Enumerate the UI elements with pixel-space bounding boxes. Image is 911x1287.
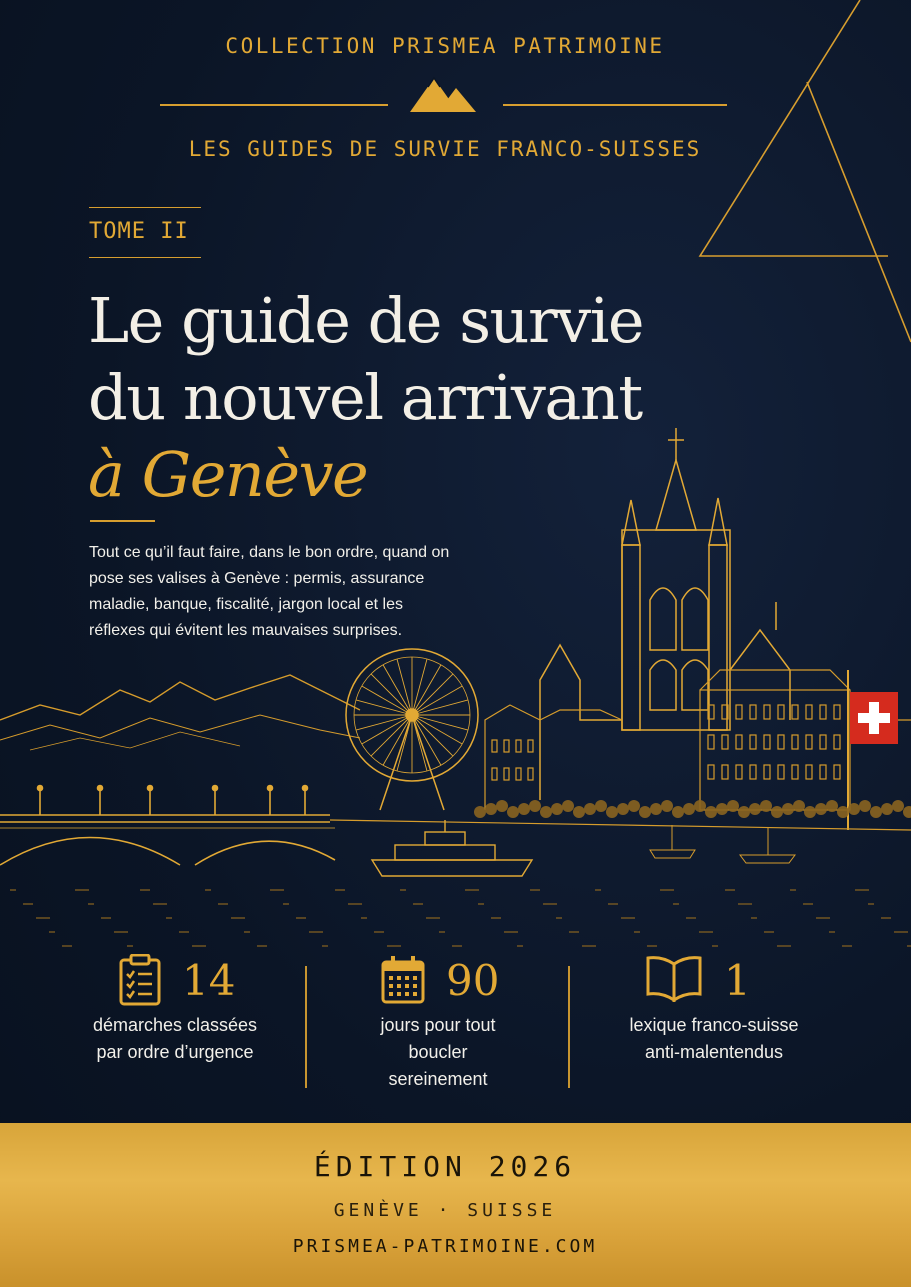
- mountain-logo-icon: [408, 74, 478, 114]
- bridge: [0, 786, 335, 866]
- boat: [372, 820, 532, 876]
- series-name: LES GUIDES DE SURVIE FRANCO-SUISSES: [188, 137, 702, 161]
- title-line-2: du nouvel arrivant: [88, 361, 642, 434]
- stat-label: jours pour tout boucler sereinement: [380, 1015, 496, 1089]
- cathedral: [540, 428, 790, 800]
- place-label: GENÈVE · SUISSE: [333, 1200, 557, 1221]
- stat-number: 14: [182, 956, 236, 1005]
- calendar-icon: [380, 954, 426, 1004]
- stat-divider: [568, 966, 570, 1088]
- ferris-wheel: [346, 649, 478, 810]
- edition-label: ÉDITION 2026: [313, 1150, 577, 1183]
- stat-divider: [305, 966, 307, 1088]
- stat-label: démarches classées par ordre d’urgence: [92, 1015, 258, 1062]
- stat-lexique: [584, 950, 844, 1066]
- collection-name: COLLECTION PRISMEA PATRIMOINE: [225, 34, 665, 58]
- geneva-skyline-illustration: [0, 420, 911, 960]
- stat-label: lexique franco-suisse anti-malentendus: [629, 1015, 799, 1062]
- title-line-1: Le guide de survie: [88, 284, 644, 357]
- header-rule-left: [160, 104, 388, 106]
- tome-badge: [89, 207, 201, 258]
- stats-row: [0, 950, 911, 1110]
- clipboard-checklist-icon: [118, 954, 162, 1006]
- stat-jours: [308, 950, 568, 1093]
- open-book-icon: [644, 954, 704, 1002]
- stat-number: 1: [724, 956, 751, 1005]
- stat-demarches: [45, 950, 305, 1066]
- title-line-3: à Genève: [88, 438, 368, 511]
- stat-number: 90: [446, 956, 500, 1005]
- decorative-triangle-lines: [690, 0, 911, 360]
- website-label: PRISMEA-PATRIMOINE.COM: [292, 1236, 598, 1257]
- tome-label: TOME II: [89, 219, 189, 244]
- book-description: Tout ce qu’il faut faire, dans le bon ordre, quand on pose ses valises à Genève : permis, assurance maladie, banque, fiscalité, jargon local et les réflexes qui évitent les mauvaises surprises.: [89, 544, 450, 639]
